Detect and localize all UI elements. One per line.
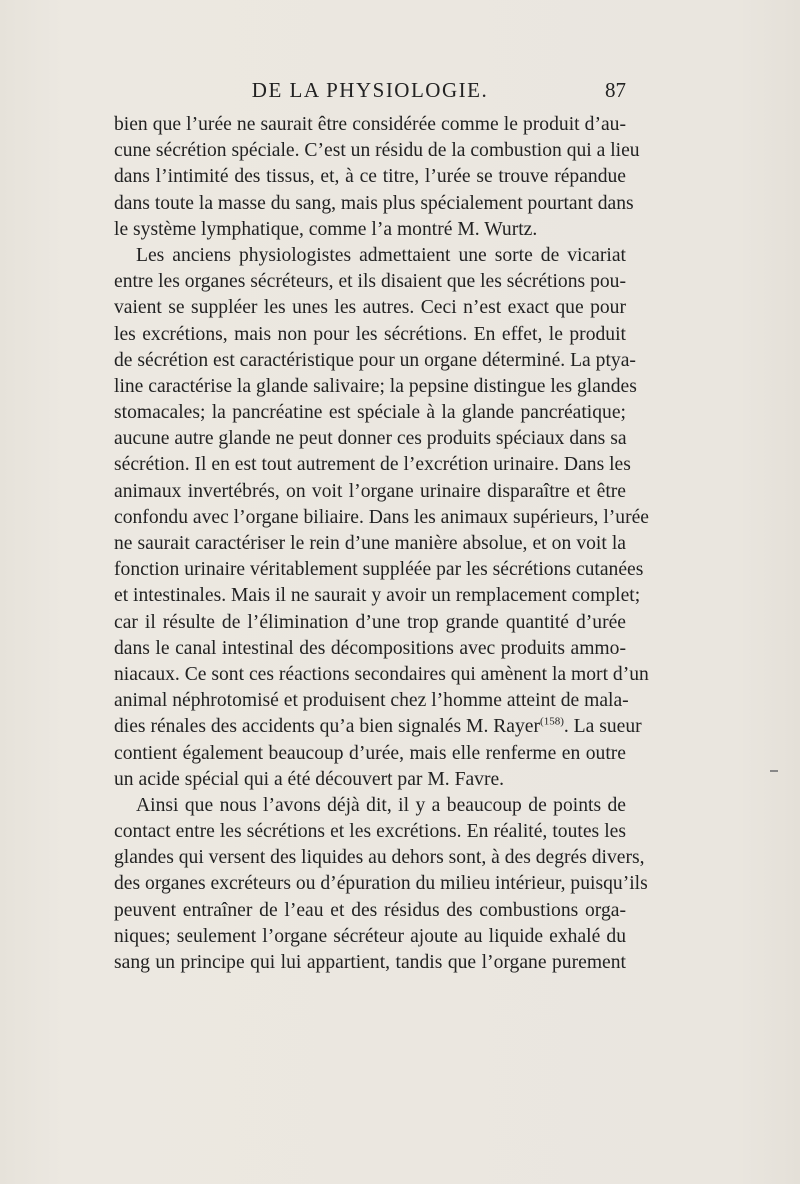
text-line (114, 164, 626, 190)
line-text: ne saurait caractériser le rein d’une manière absolue, et on voit la (114, 533, 626, 554)
text-line (114, 636, 626, 662)
line-text: aucune autre glande ne peut donner ces produits spéciaux dans sa (114, 428, 627, 450)
line-text: des organes excréteurs ou d’épuration du milieu intérieur, puisqu’ils (114, 873, 648, 895)
text-line (114, 819, 626, 845)
text-line (114, 924, 626, 950)
line-text: un acide spécial qui a été découvert par M. Favre. (114, 768, 505, 790)
line-text: dans le canal intestinal des décompositions avec produits ammo- (114, 637, 626, 659)
running-head: DE LA PHYSIOLOGIE. (251, 78, 489, 102)
text-line (114, 845, 645, 871)
line-text: contient également beaucoup d’urée, mais elle renferme en outre (114, 742, 626, 764)
line-text: sécrétion. Il en est tout autrement de l’excrétion urinaire. Dans les (114, 454, 631, 476)
text-line (114, 452, 631, 478)
margin-mark (770, 770, 778, 772)
line-text: dies rénales des accidents qu’a bien signalés M. Rayer (114, 716, 541, 738)
text-line (114, 269, 626, 295)
text-line (114, 479, 626, 505)
line-text: animaux invertébrés, on voit l’organe urinaire disparaître et être (114, 480, 626, 502)
line-text: animal néphrotomisé et produisent chez l’homme atteint de mala- (114, 690, 629, 712)
line-text: car il résulte de l’élimination d’une trop grande quantité d’urée (114, 611, 626, 633)
text-line (114, 138, 640, 164)
line-text: line caractérise la glande salivaire; la pepsine distingue les glandes (114, 375, 637, 397)
text-line (114, 191, 634, 217)
text-line (114, 374, 637, 400)
text-line (114, 688, 629, 714)
text-line (114, 741, 626, 767)
line-text: contact entre les sécrétions et les excrétions. En réalité, toutes les (114, 821, 626, 843)
text-line (114, 898, 626, 924)
line-text: fonction urinaire véritablement suppléée par les sécrétions cutanées (114, 559, 644, 581)
page-number: 87 (605, 78, 626, 102)
line-text: niacaux. Ce sont ces réactions secondaires qui amènent la mort d’un (114, 663, 649, 685)
text-line (114, 426, 626, 452)
footnote-reference: (158) (540, 715, 564, 728)
line-text: stomacales; la pancréatine est spéciale à la glande pancréatique; (114, 402, 626, 424)
page-header (114, 78, 626, 108)
text-line (114, 871, 648, 897)
text-line (114, 322, 626, 348)
text-line (114, 557, 644, 583)
line-text: niques; seulement l’organe sécréteur ajoute au liquide exhalé du (114, 925, 626, 947)
line-text: et intestinales. Mais il ne saurait y avoir un remplacement complet; (114, 585, 641, 607)
line-text: glandes qui versent des liquides au dehors sont, à des degrés divers, (114, 847, 645, 869)
text-line (114, 950, 626, 976)
text-line (114, 348, 636, 374)
line-text: Les anciens physiologistes admettaient une sorte de vicariat (136, 244, 626, 266)
text-line (114, 112, 626, 138)
text-line (114, 767, 626, 793)
line-text: Ainsi que nous l’avons déjà dit, il y a beaucoup de points de (136, 794, 626, 816)
line-text: de sécrétion est caractéristique pour un organe déterminé. La ptya- (114, 349, 636, 371)
line-text: bien que l’urée ne saurait être considérée comme le produit d’au- (114, 114, 626, 135)
line-text: sang un principe qui lui appartient, tandis que l’organe purement (114, 952, 626, 973)
text-line (114, 583, 641, 609)
text-line (114, 662, 649, 688)
text-line (114, 793, 626, 819)
text-line (114, 610, 626, 636)
line-text: entre les organes sécréteurs, et ils disaient que les sécrétions pou- (114, 271, 626, 293)
line-text-continued: . La sueur (563, 716, 642, 738)
text-line (114, 714, 642, 740)
text-line (114, 531, 626, 557)
text-line (114, 400, 626, 426)
text-line (114, 217, 626, 243)
text-line (114, 505, 650, 531)
text-line (114, 295, 626, 321)
line-text: peuvent entraîner de l’eau et des résidus des combustions orga- (114, 899, 626, 921)
line-text: dans toute la masse du sang, mais plus spécialement pourtant dans (114, 192, 634, 214)
body-text (114, 112, 650, 976)
line-text: les excrétions, mais non pour les sécrétions. En effet, le produit (114, 323, 626, 345)
text-line (114, 243, 626, 269)
line-text: le système lymphatique, comme l’a montré M. Wurtz. (114, 218, 538, 240)
line-text: cune sécrétion spéciale. C’est un résidu de la combustion qui a lieu (114, 140, 640, 162)
line-text: confondu avec l’organe biliaire. Dans les animaux supérieurs, l’urée (114, 506, 650, 528)
line-text: dans l’intimité des tissus, et, à ce titre, l’urée se trouve répandue (114, 166, 626, 188)
line-text: vaient se suppléer les unes les autres. Ceci n’est exact que pour (114, 297, 626, 319)
